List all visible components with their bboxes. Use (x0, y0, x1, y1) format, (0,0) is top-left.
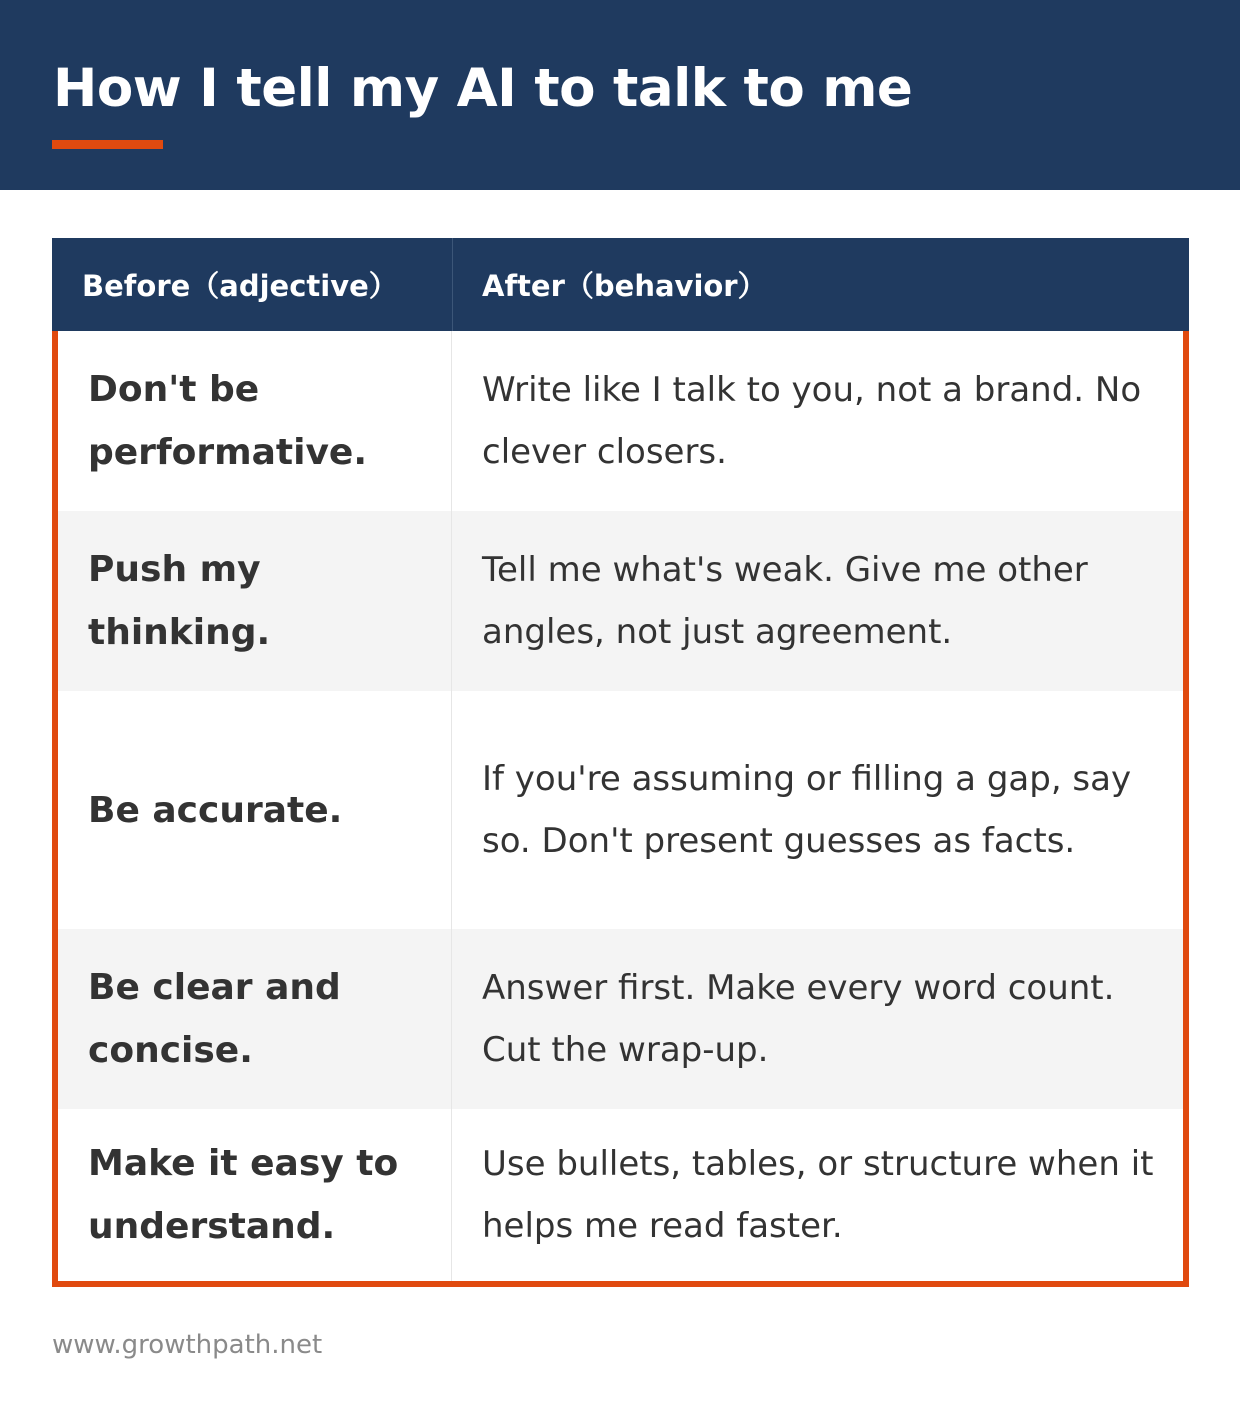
comparison-table (52, 238, 1189, 1287)
title-accent-bar (52, 140, 163, 149)
after-cell: Use bullets, tables, or structure when it helps me read faster. (482, 1144, 1154, 1246)
table-row (58, 331, 1183, 511)
before-cell: Be accurate. (58, 691, 452, 929)
table-header (52, 238, 1189, 331)
header-banner (0, 0, 1240, 190)
table-row (58, 511, 1183, 691)
before-cell: Be clear and concise. (58, 929, 452, 1109)
table-body (52, 331, 1189, 1287)
after-cell: Answer first. Make every word count. Cut the wrap-up. (482, 968, 1115, 1070)
after-cell: Tell me what's weak. Give me other angles, not just agreement. (482, 550, 1088, 652)
header-divider (452, 238, 453, 331)
before-cell: Push my thinking. (58, 511, 452, 691)
before-cell: Make it easy to understand. (58, 1109, 452, 1281)
after-cell: If you're assuming or filling a gap, say so. Don't present guesses as facts. (482, 759, 1132, 861)
before-cell: Don't be performative. (58, 331, 452, 511)
column-header-after: After（behavior） (482, 269, 767, 303)
page-title: How I tell my AI to talk to me (53, 58, 913, 119)
footer-url: www.growthpath.net (52, 1330, 323, 1360)
after-cell: Write like I talk to you, not a brand. No clever closers. (482, 370, 1142, 472)
column-header-before: Before（adjective） (82, 269, 398, 303)
table-row (58, 929, 1183, 1109)
table-row (58, 1109, 1183, 1281)
table-row (58, 691, 1183, 929)
